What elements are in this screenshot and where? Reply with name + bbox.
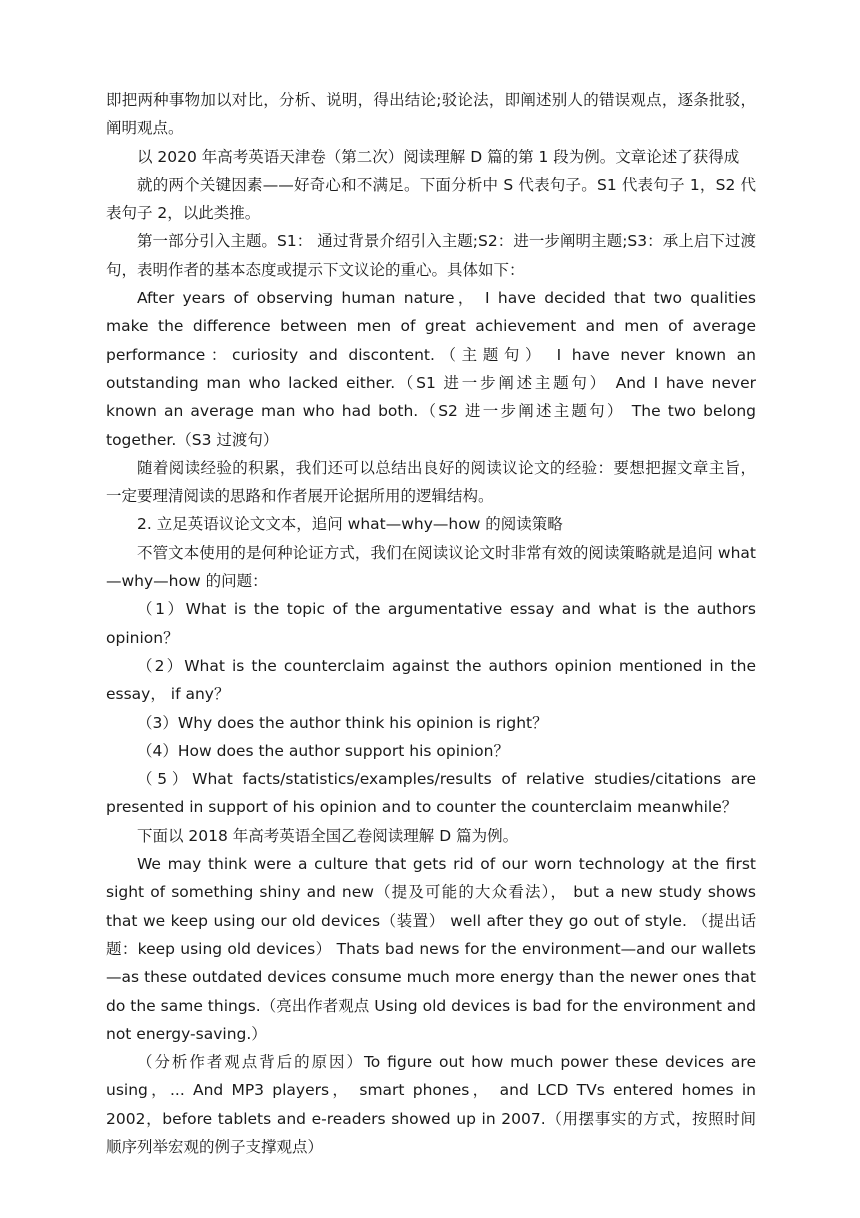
paragraph-tianjin-example-intro: 以 2020 年高考英语天津卷（第二次）阅读理解 D 篇的第 1 段为例。文章论述了获得成 <box>137 147 740 166</box>
question-3: （3）Why does the author think his opinion is right？ <box>137 713 548 732</box>
paragraph-english-example-3: （分析作者观点背后的原因）To figure out how much power these devices are using，... And MP3 players， smart phones， and LCD TVs entered homes in 2002，before tablets and e-readers showed up in 2007.（用摆事实的方式，按照时间顺序列举宏观的例子支撑观点） <box>106 1053 756 1156</box>
paragraph-reading-experience: 随着阅读经验的积累，我们还可以总结出良好的阅读议论文的经验：要想把握文章主旨，一定要理清阅读的思路和作者展开论据所用的逻辑结构。 <box>106 458 756 506</box>
question-1: （1）What is the topic of the argumentative essay and what is the authors opinion？ <box>106 600 756 647</box>
paragraph-english-example-2: We may think were a culture that gets rid of our worn technology at the first sight of something shiny and new（提及可能的大众看法）， but a new study shows that we keep using our old devices（装置） well after they go out of style. （提出话题：keep using old devices） Thats bad news for the environment—and our wallets—as these outdated devices consume much more energy than the newer ones that do the same things.（亮出作者观点 Using old devices is bad for the environment and not energy-saving.） <box>106 855 756 1043</box>
paragraph-2018-example-intro: 下面以 2018 年高考英语全国乙卷阅读理解 D 篇为例。 <box>137 826 519 845</box>
paragraph-strategy-intro: 不管文本使用的是何种论证方式，我们在阅读议论文时非常有效的阅读策略就是追问 what—why—how 的问题： <box>106 543 756 591</box>
question-2: （2）What is the counterclaim against the authors opinion mentioned in the essay， if any？ <box>106 656 756 704</box>
paragraph-comparison-method: 即把两种事物加以对比，分析、说明，得出结论;驳论法，即阐述别人的错误观点，逐条批驳，阐明观点。 <box>106 91 756 138</box>
section-heading-strategy: 2. 立足英语议论文文本，追问 what—why—how 的阅读策略 <box>137 515 563 534</box>
paragraph-two-factors: 就的两个关键因素——好奇心和不满足。下面分析中 S 代表句子。S1 代表句子 1，S2 代表句子 2，以此类推。 <box>106 175 756 223</box>
paragraph-part-one-intro: 第一部分引入主题。S1： 通过背景介绍引入主题;S2：进一步阐明主题;S3：承上启下过渡句，表明作者的基本态度或提示下文议论的重心。具体如下： <box>106 232 756 279</box>
paragraph-english-example-1: After years of observing human nature， I have decided that two qualities make the difference between men of great achievement and men of average performance：curiosity and discontent.（主题句） I have never known an outstanding man who lacked either.（S1 进一步阐述主题句） And I have never known an average man who had both.（S2 进一步阐述主题句） The two belong together.（S3 过渡句） <box>106 289 756 449</box>
question-4: （4）How does the author support his opinion？ <box>137 741 509 760</box>
document-body <box>106 86 756 1161</box>
question-5: （5）What facts/statistics/examples/results of relative studies/citations are presented in support of his opinion and to counter the counterclaim meanwhile？ <box>106 770 756 817</box>
